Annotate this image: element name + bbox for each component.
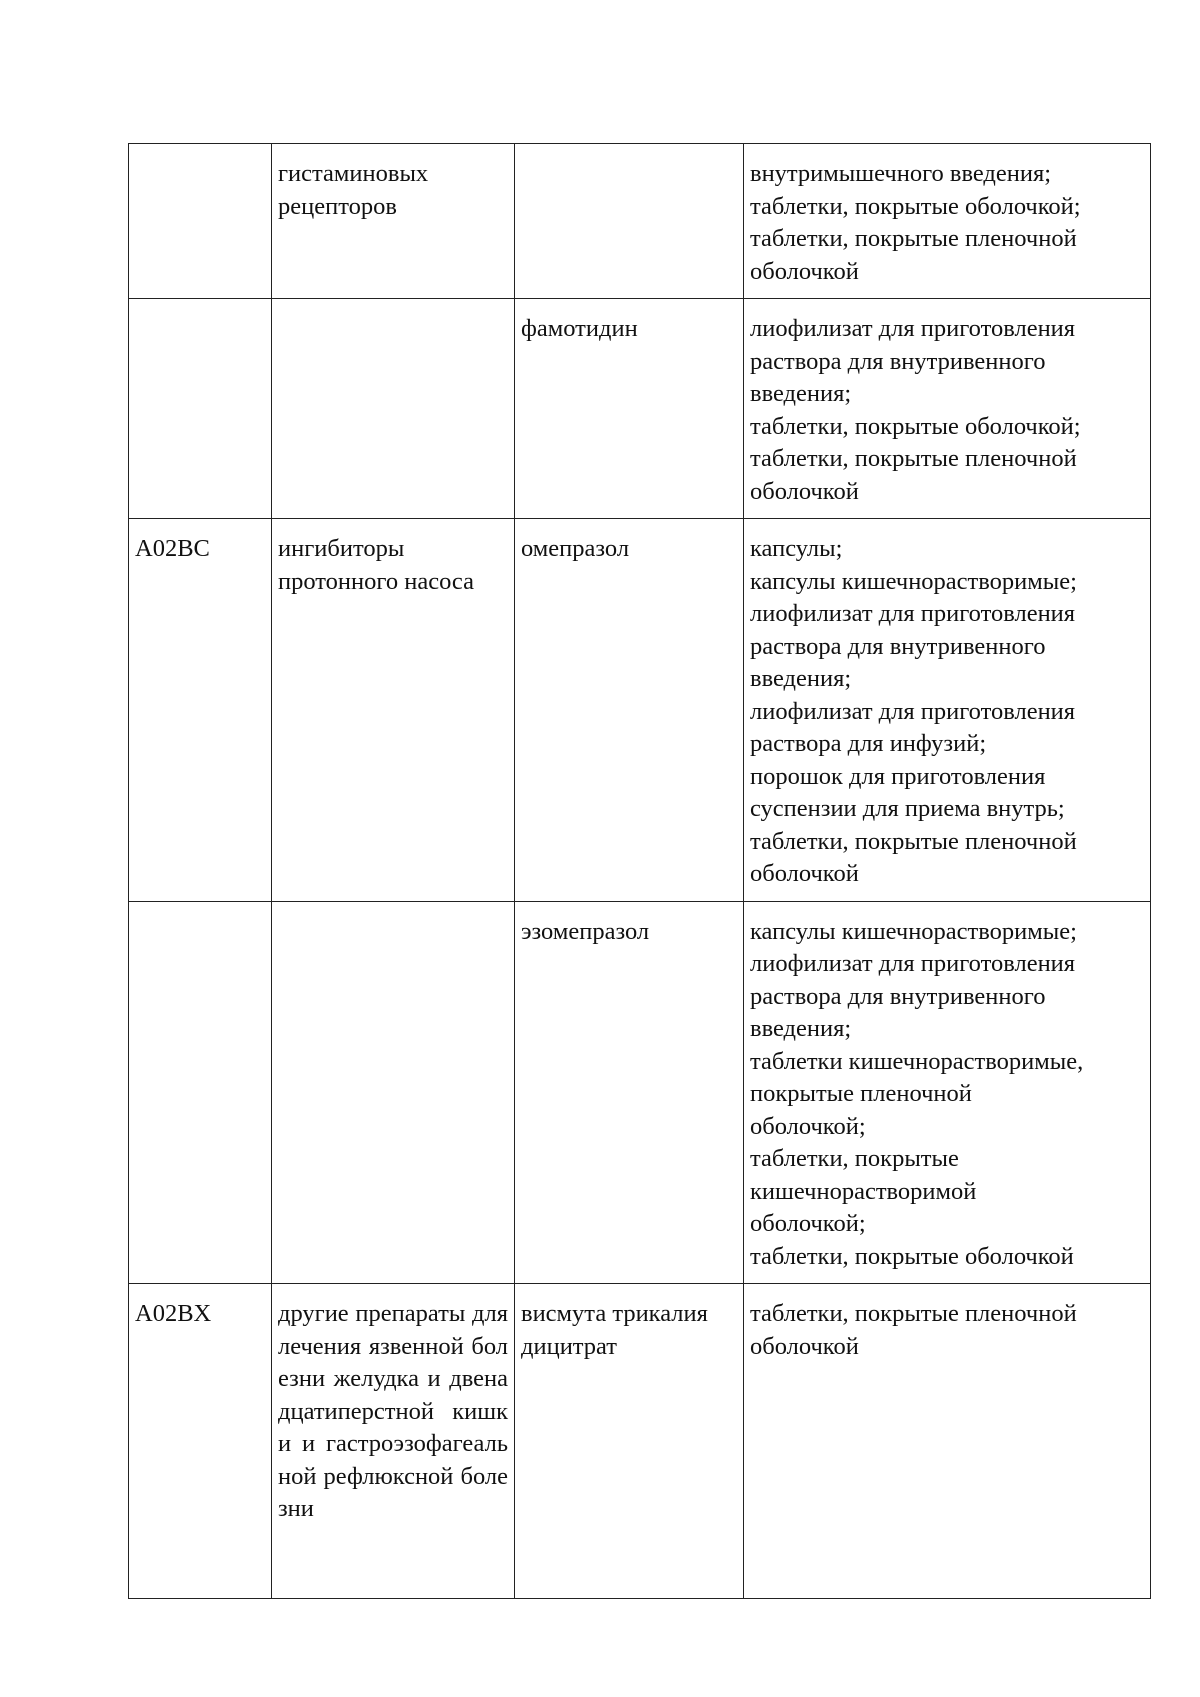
- dosage-forms-cell: капсулы; капсулы кишечнорастворимые; лиофилизат для приготовления раствора для внутривенного введения; лиофилизат для приготовления раствора для инфузий; порошок для приготовления суспензии для приема внутрь; таблетки, покрытые пленочной оболочкой: [744, 519, 1151, 902]
- dosage-forms-cell: внутримышечного введения; таблетки, покрытые оболочкой; таблетки, покрытые пленочной оболочкой: [744, 144, 1151, 299]
- atc-code-cell: [129, 901, 272, 1284]
- medication-table: [128, 143, 1151, 1599]
- dosage-forms-cell: капсулы кишечнорастворимые; лиофилизат для приготовления раствора для внутривенного введения; таблетки кишечнорастворимые, покрытые пленочной оболочкой; таблетки, покрытые кишечнорастворимой оболочкой; таблетки, покрытые оболочкой: [744, 901, 1151, 1284]
- table-row: [129, 144, 1151, 299]
- drug-name-cell: эзомепразол: [515, 901, 744, 1284]
- pharmacological-group-cell: другие препараты для лечения язвенной болезни желудка и двенадцатиперстной кишки и гастроэзофагеальной рефлюксной болезни: [272, 1284, 515, 1599]
- dosage-forms-cell: лиофилизат для приготовления раствора для внутривенного введения; таблетки, покрытые оболочкой; таблетки, покрытые пленочной оболочкой: [744, 299, 1151, 519]
- table-row: [129, 901, 1151, 1284]
- drug-name-cell: [515, 144, 744, 299]
- atc-code-cell: [129, 299, 272, 519]
- pharmacological-group-cell: гистаминовых рецепторов: [272, 144, 515, 299]
- drug-name-cell: омепразол: [515, 519, 744, 902]
- pharmacological-group-cell: [272, 901, 515, 1284]
- atc-code-cell: [129, 144, 272, 299]
- pharmacological-group-cell: [272, 299, 515, 519]
- pharmacological-group-cell: ингибиторы протонного насоса: [272, 519, 515, 902]
- table-row: [129, 1284, 1151, 1599]
- atc-code-cell: A02BC: [129, 519, 272, 902]
- atc-code-cell: A02BX: [129, 1284, 272, 1599]
- dosage-forms-cell: таблетки, покрытые пленочной оболочкой: [744, 1284, 1151, 1599]
- table-row: [129, 299, 1151, 519]
- drug-name-cell: висмута трикалия дицитрат: [515, 1284, 744, 1599]
- table-row: [129, 519, 1151, 902]
- drug-name-cell: фамотидин: [515, 299, 744, 519]
